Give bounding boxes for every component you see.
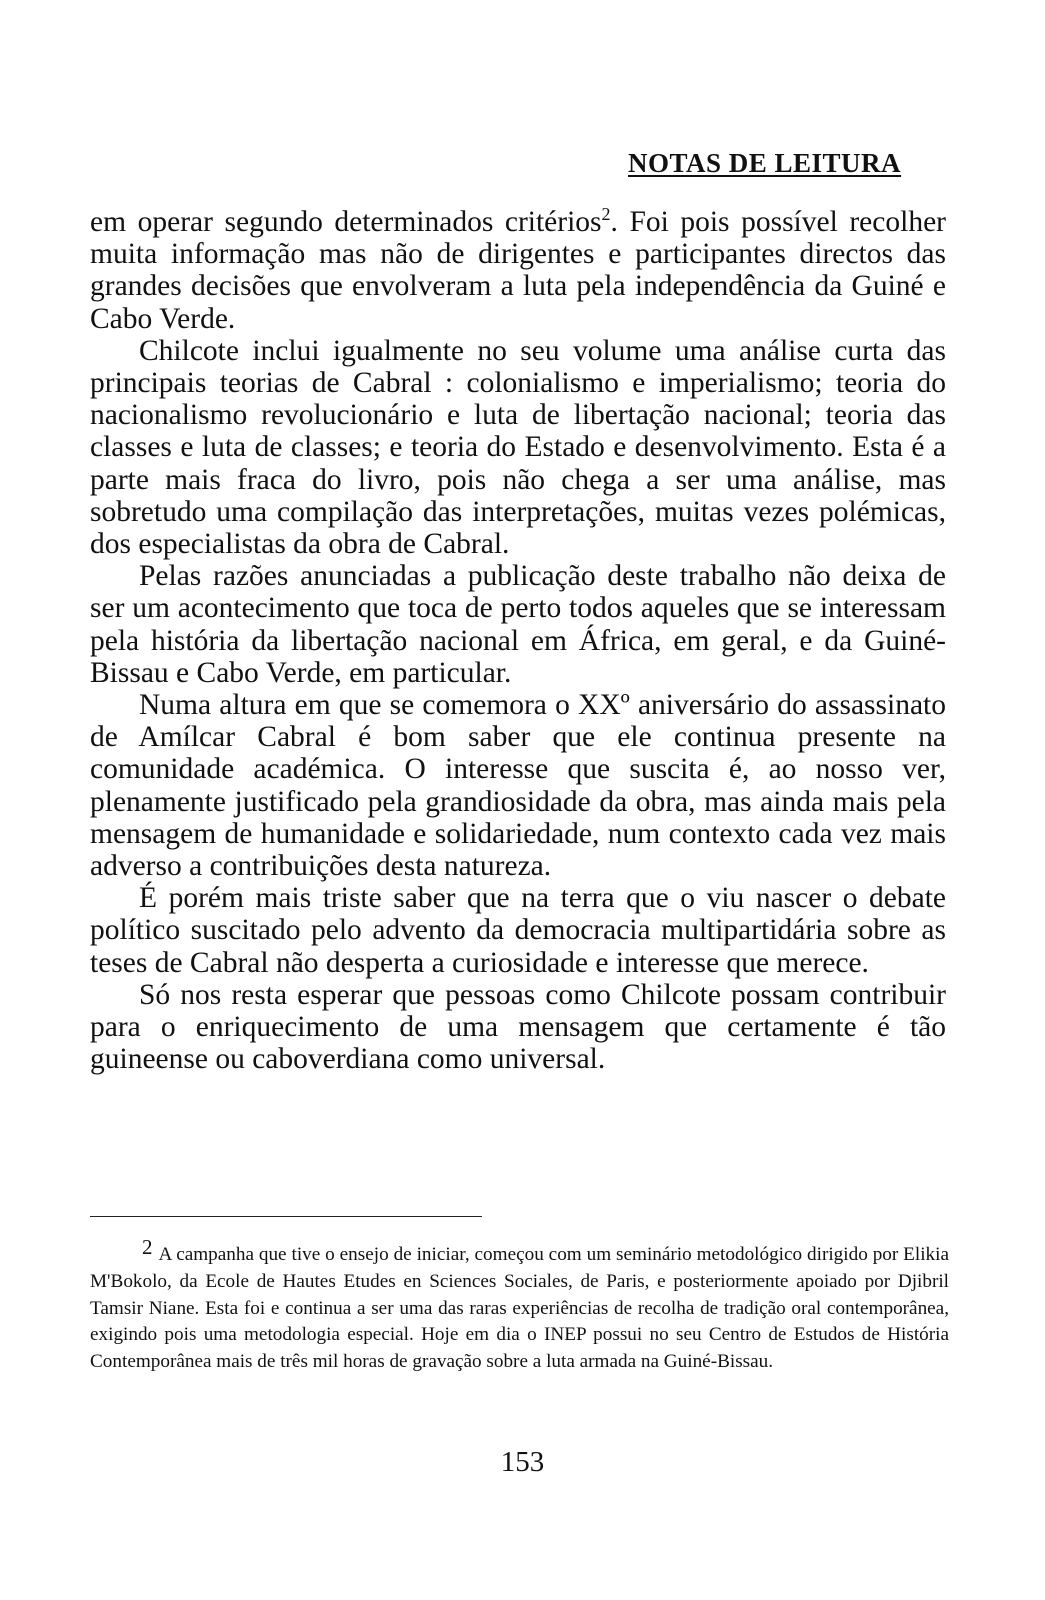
page-number: 153 [500, 1446, 545, 1478]
body-text [90, 206, 946, 1075]
footnote [90, 1235, 949, 1376]
footnote-separator [90, 1216, 482, 1217]
footnote-text: A campanha que tive o ensejo de iniciar, começou com um seminário metodológico dirigido por Elikia M'Bokolo, da Ecole de Hautes Etudes en Sciences Sociales, de Paris, e posteriormente apoiado por Djibril Tamsir Niane. Esta foi e continua a ser uma das raras experiências de recolha de tradição oral contemporânea, exigindo pois uma metodologia especial. Hoje em dia o INEP possui no seu Centro de Estudos de História Contemporânea mais de três mil horas de gravação sobre a luta armada na Guiné-Bissau. [90, 1244, 949, 1373]
paragraph-1-text: em operar segundo determinados critérios [90, 206, 602, 238]
paragraph-5: É porém mais triste saber que na terra que o viu nascer o debate político suscitado pelo advento da democracia multipartidária sobre as teses de Cabral não desperta a curiosidade e interesse que merece. [90, 882, 946, 979]
footnote-reference[interactable]: 2 [601, 204, 611, 225]
paragraph-3: Pelas razões anunciadas a publicação deste trabalho não deixa de ser um acontecimento que toca de perto todos aqueles que se interessam pela história da libertação nacional em África, em geral, e da Guiné-Bissau e Cabo Verde, em particular. [90, 560, 946, 689]
paragraph-4: Numa altura em que se comemora o XXº aniversário do assassinato de Amílcar Cabral é bom saber que ele continua presente na comunidade académica. O interesse que suscita é, ao nosso ver, plenamente justificado pela grandiosidade da obra, mas ainda mais pela mensagem de humanidade e solidariedade, num contexto cada vez mais adverso a contribuições desta natureza. [90, 689, 946, 883]
paragraph-2: Chilcote inclui igualmente no seu volume uma análise curta das principais teorias de Cabral : colonialismo e imperialismo; teoria do nacionalismo revolucionário e luta de libertação nacional; teoria das classes e luta de classes; e teoria do Estado e desenvolvimento. Esta é a parte mais fraca do livro, pois não chega a ser uma análise, mas sobretudo uma compilação das interpretações, muitas vezes polémicas, dos especialistas da obra de Cabral. [90, 334, 946, 561]
footnote-marker: 2 [142, 1235, 153, 1259]
paragraph-1-text-cont: . Foi pois possível recolher muita informação mas não de dirigentes e participantes directos das grandes decisões que envolveram a luta pela independência da Guiné e Cabo Verde. [90, 206, 946, 335]
running-header: NOTAS DE LEITURA [628, 148, 902, 178]
paragraph-6: Só nos resta esperar que pessoas como Chilcote possam contribuir para o enriquecimento de uma mensagem que certamente é tão guineense ou caboverdiana como universal. [90, 978, 946, 1076]
paragraph-1 [90, 206, 946, 335]
